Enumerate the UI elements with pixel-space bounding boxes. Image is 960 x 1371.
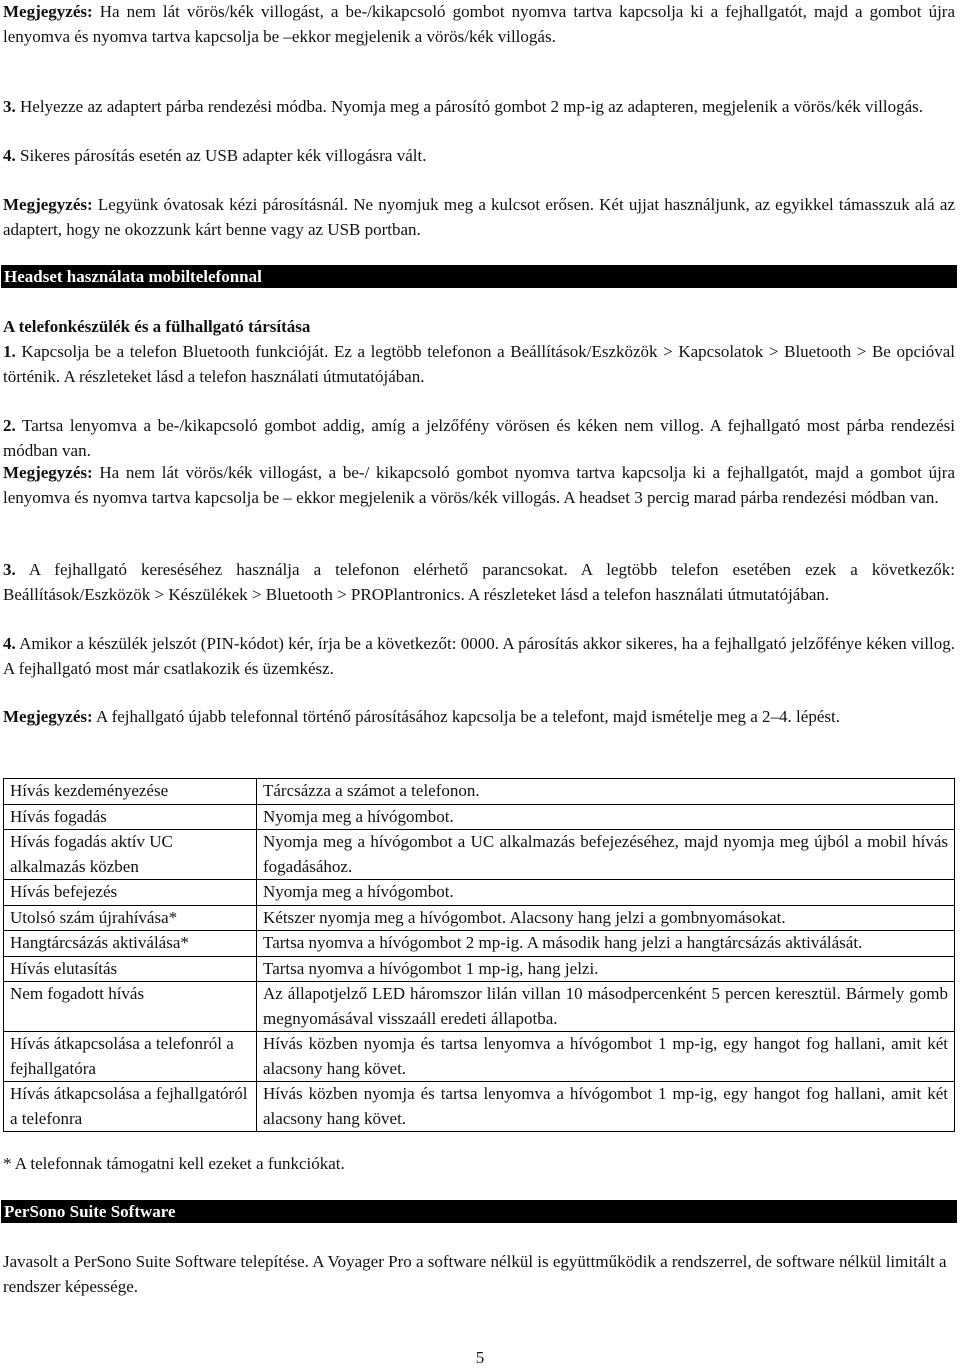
note-label: Megjegyzés: (3, 195, 93, 214)
action-cell: Hangtárcsázás aktiválása* (4, 931, 257, 957)
table-footnote: * A telefonnak támogatni kell ezeket a funkciókat. (3, 1154, 345, 1173)
table-row (4, 830, 955, 880)
table-row (4, 905, 955, 931)
description-cell: Tartsa nyomva a hívógombot 1 mp-ig, hang jelzi. (257, 956, 955, 982)
action-cell: Hívás kezdeményezése (4, 779, 257, 805)
step-number: 3. (3, 560, 16, 579)
step-text: Tartsa lenyomva a be-/kikapcsoló gombot addig, amíg a jelzőfény vörösen és kéken nem villog. A fejhallgató most párba rendezési módban van. (3, 416, 955, 460)
note-text: Ha nem lát vörös/kék villogást, a be-/ kikapcsoló gombot nyomva tartva kapcsolja ki a fejhallgatót, majd a gombot újra lenyomva és nyomva tartva kapcsolja be – ekkor megjelenik a vörös/kék villogás. A headset 3 percig marad párba rendezési módban van. (3, 463, 955, 507)
step-text: Helyezze az adaptert párba rendezési módba. Nyomja meg a párosító gombot 2 mp-ig az adapteren, megjelenik a vörös/kék villogás. (15, 97, 924, 116)
action-cell: Hívás fogadás (4, 804, 257, 830)
table-row (4, 1082, 955, 1132)
step-text: A fejhallgató kereséséhez használja a telefonon elérhető parancsokat. A legtöbb telefon esetében ezek a következők: Beállítások/Eszközök > Készülékek > Bluetooth > PROPlantronics. A részleteket lásd a telefon használati útmutatójában. (3, 560, 955, 604)
pairing-title: A telefonkészülék és a fülhallgató társítása (3, 317, 311, 336)
table-row (4, 1032, 955, 1082)
description-cell: Kétszer nyomja meg a hívógombot. Alacsony hang jelzi a gombnyomásokat. (257, 905, 955, 931)
note-label: Megjegyzés: (3, 707, 93, 726)
action-cell: Hívás átkapcsolása a fejhallgatóról a telefonra (4, 1082, 257, 1132)
action-cell: Hívás fogadás aktív UC alkalmazás közben (4, 830, 257, 880)
note-paragraph-4 (3, 705, 955, 730)
step-number: 3. (3, 97, 16, 116)
action-cell: Hívás átkapcsolása a telefonról a fejhallgatóra (4, 1032, 257, 1082)
table-row (4, 982, 955, 1032)
description-cell: Hívás közben nyomja és tartsa lenyomva a hívógombot 1 mp-ig, egy hangot fog hallani, amit két alacsony hang követ. (257, 1082, 955, 1132)
phone-step-3 (3, 558, 955, 607)
action-cell: Hívás befejezés (4, 880, 257, 906)
note-paragraph-2 (3, 193, 955, 242)
phone-step-4 (3, 632, 955, 681)
note-label: Megjegyzés: (3, 463, 93, 482)
description-cell: Az állapotjelző LED háromszor lilán villan 10 másodpercenként 5 percen keresztül. Bármely gomb megnyomásával visszaáll eredeti állapotba. (257, 982, 955, 1032)
phone-step-1 (3, 340, 955, 389)
note-label: Megjegyzés: (3, 2, 93, 21)
step-number: 4. (3, 634, 16, 653)
section-header-headset: Headset használata mobiltelefonnal (1, 265, 957, 288)
action-cell: Hívás elutasítás (4, 956, 257, 982)
table-row (4, 880, 955, 906)
page-number: 5 (475, 1348, 485, 1367)
usb-step-4 (3, 144, 955, 169)
persono-paragraph: Javasolt a PerSono Suite Software telepítése. A Voyager Pro a software nélkül is együttműködik a rendszerrel, de software nélkül limitált a rendszer képessége. (3, 1252, 947, 1296)
description-cell: Nyomja meg a hívógombot a UC alkalmazás befejezéséhez, majd nyomja meg újból a mobil hívás fogadásához. (257, 830, 955, 880)
step-text: Kapcsolja be a telefon Bluetooth funkcióját. Ez a legtöbb telefonon a Beállítások/Eszközök > Kapcsolatok > Bluetooth > Be opcióval történik. A részleteket lásd a telefon használati útmutatójában. (3, 342, 955, 386)
step-number: 4. (3, 146, 16, 165)
description-cell: Nyomja meg a hívógombot. (257, 804, 955, 830)
note-text: A fejhallgató újabb telefonnal történő párosításához kapcsolja be a telefont, majd ismételje meg a 2–4. lépést. (92, 707, 840, 726)
action-cell: Utolsó szám újrahívása* (4, 905, 257, 931)
table-row (4, 931, 955, 957)
section-header-persono: PerSono Suite Software (1, 1200, 957, 1223)
description-cell: Tartsa nyomva a hívógombot 2 mp-ig. A második hang jelzi a hangtárcsázás aktiválását. (257, 931, 955, 957)
description-cell: Nyomja meg a hívógombot. (257, 880, 955, 906)
table-row (4, 779, 955, 805)
call-functions-table (3, 778, 955, 1132)
note-paragraph-1 (3, 0, 955, 49)
step-text: Sikeres párosítás esetén az USB adapter kék villogásra vált. (15, 146, 427, 165)
step-number: 1. (3, 342, 16, 361)
action-cell: Nem fogadott hívás (4, 982, 257, 1032)
step-number: 2. (3, 416, 16, 435)
phone-step-2 (3, 414, 955, 463)
description-cell: Hívás közben nyomja és tartsa lenyomva a hívógombot 1 mp-ig, egy hangot fog hallani, amit két alacsony hang követ. (257, 1032, 955, 1082)
usb-step-3 (3, 95, 955, 120)
table-row (4, 956, 955, 982)
description-cell: Tárcsázza a számot a telefonon. (257, 779, 955, 805)
step-text: Amikor a készülék jelszót (PIN-kódot) kér, írja be a következőt: 0000. A párosítás akkor sikeres, ha a fejhallgató jelzőfénye kéken villog. A fejhallgató most már csatlakozik és üzemkész. (3, 634, 955, 678)
note-paragraph-3 (3, 461, 955, 510)
note-text: Legyünk óvatosak kézi párosításnál. Ne nyomjuk meg a kulcsot erősen. Két ujjat használjunk, az egyikkel támasszuk alá az adaptert, hogy ne okozzunk kárt benne vagy az USB portban. (3, 195, 955, 239)
note-text: Ha nem lát vörös/kék villogást, a be-/kikapcsoló gombot nyomva tartva kapcsolja ki a fejhallgatót, majd a gombot újra lenyomva és nyomva tartva kapcsolja be –ekkor megjelenik a vörös/kék villogás. (3, 2, 955, 46)
table-row (4, 804, 955, 830)
